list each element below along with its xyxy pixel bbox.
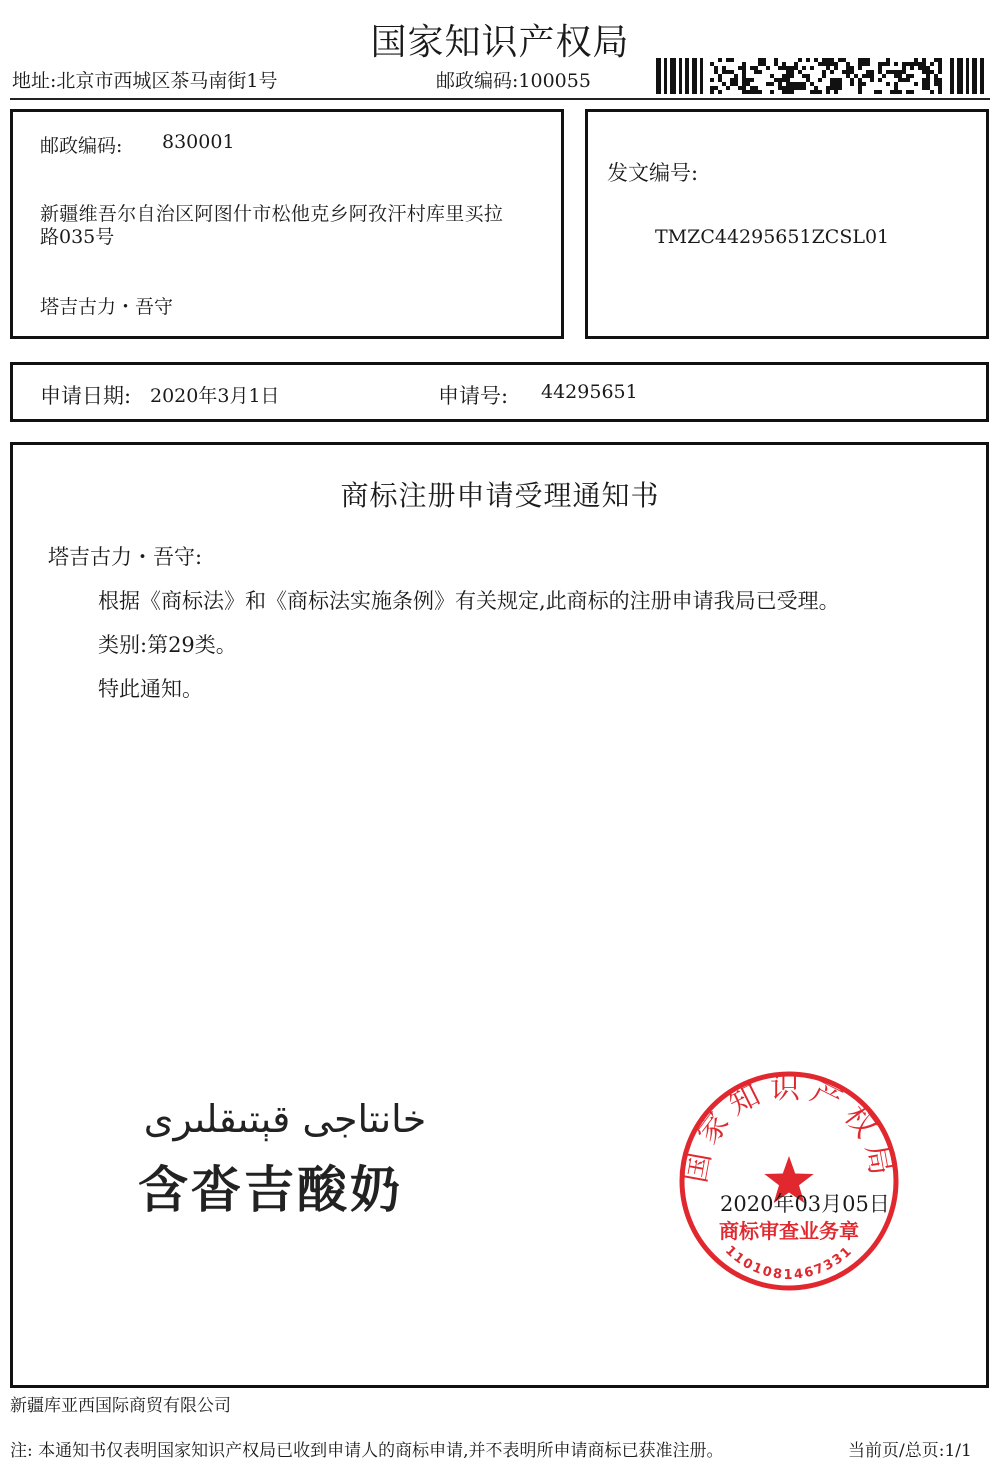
barcode-module xyxy=(718,58,722,62)
barcode-module xyxy=(838,58,842,62)
barcode-module xyxy=(790,86,794,90)
barcode-module xyxy=(822,74,826,78)
barcode-module xyxy=(742,90,746,94)
barcode-module xyxy=(866,58,870,62)
barcode-module xyxy=(774,78,778,82)
barcode-module xyxy=(742,70,746,74)
barcode-module xyxy=(910,66,914,70)
barcode-module xyxy=(894,82,898,86)
barcode-module xyxy=(794,66,798,70)
barcode-module xyxy=(802,82,806,86)
barcode-module xyxy=(742,86,746,90)
seal-bottom-text: 商标审查业务章 xyxy=(719,1219,859,1243)
barcode-module xyxy=(926,86,930,90)
barcode-module xyxy=(778,66,782,70)
barcode-module xyxy=(914,62,918,66)
barcode-module xyxy=(826,58,830,62)
barcode-module xyxy=(782,90,786,94)
barcode-module xyxy=(898,70,902,74)
barcode-module xyxy=(842,58,846,62)
barcode-module xyxy=(822,62,826,66)
barcode-module xyxy=(710,78,714,82)
barcode-module xyxy=(882,62,886,66)
barcode-module xyxy=(934,82,938,86)
barcode-module xyxy=(842,70,846,74)
notice-category: 类别:第29类。 xyxy=(98,633,237,657)
barcode-module xyxy=(930,70,934,74)
barcode-module xyxy=(734,78,738,82)
barcode-module xyxy=(738,66,742,70)
barcode-module xyxy=(858,62,862,66)
barcode-module xyxy=(910,74,914,78)
doc-number-box xyxy=(585,109,989,339)
barcode-module xyxy=(742,74,746,78)
barcode-module xyxy=(894,62,898,66)
barcode-module xyxy=(834,90,838,94)
notice-paragraph: 根据《商标法》和《商标法实施条例》有关规定,此商标的注册申请我局已受理。 xyxy=(98,589,840,613)
barcode-module xyxy=(902,70,906,74)
barcode-module xyxy=(858,86,862,90)
barcode-module xyxy=(926,78,930,82)
barcode-module xyxy=(934,58,938,62)
barcode-module xyxy=(830,62,834,66)
barcode-module xyxy=(922,62,926,66)
barcode-module xyxy=(846,74,850,78)
barcode-module xyxy=(830,86,834,90)
barcode-module xyxy=(850,82,854,86)
barcode-module xyxy=(838,82,842,86)
barcode-module xyxy=(850,66,854,70)
barcode-module xyxy=(886,82,890,86)
barcode-module xyxy=(806,74,810,78)
barcode-module xyxy=(874,90,878,94)
barcode-module xyxy=(862,58,866,62)
barcode-module xyxy=(802,66,806,70)
barcode-module xyxy=(870,78,874,82)
barcode-module xyxy=(930,62,934,66)
barcode-module xyxy=(762,58,766,62)
barcode-module xyxy=(878,66,882,70)
barcode-module xyxy=(886,58,890,62)
barcode-module xyxy=(790,70,794,74)
barcode-module xyxy=(818,62,822,66)
barcode-module xyxy=(786,78,790,82)
barcode-module xyxy=(922,66,926,70)
barcode-module xyxy=(758,90,762,94)
barcode-module xyxy=(938,90,942,94)
barcode-module xyxy=(854,74,858,78)
barcode-module xyxy=(746,82,750,86)
barcode-module xyxy=(870,70,874,74)
barcode-module xyxy=(790,66,794,70)
barcode-module xyxy=(786,74,790,78)
barcode-module xyxy=(914,58,918,62)
barcode-module xyxy=(794,82,798,86)
barcode-module xyxy=(746,90,750,94)
barcode-module xyxy=(734,82,738,86)
barcode-module xyxy=(894,74,898,78)
barcode-module xyxy=(938,66,942,70)
barcode-module xyxy=(774,58,778,62)
barcode-module xyxy=(714,70,718,74)
barcode-module xyxy=(834,78,838,82)
barcode-module xyxy=(850,70,854,74)
barcode-module xyxy=(722,82,726,86)
barcode-module xyxy=(906,74,910,78)
barcode-module xyxy=(754,86,758,90)
barcode-module xyxy=(906,90,910,94)
barcode-module xyxy=(898,78,902,82)
barcode-module xyxy=(870,74,874,78)
barcode-module xyxy=(770,74,774,78)
barcode-module xyxy=(850,78,854,82)
barcode-module xyxy=(802,74,806,78)
barcode-module xyxy=(830,78,834,82)
barcode-module xyxy=(922,86,926,90)
barcode-module xyxy=(922,70,926,74)
barcode-module xyxy=(922,78,926,82)
barcode-module xyxy=(938,62,942,66)
barcode-module xyxy=(782,66,786,70)
barcode-module xyxy=(722,70,726,74)
barcode-module xyxy=(786,90,790,94)
barcode-module xyxy=(922,82,926,86)
barcode-module xyxy=(862,62,866,66)
svg-text:خانتاجى قېتىقلىرى: خانتاجى قېتىقلىرى xyxy=(143,1097,427,1141)
barcode-module xyxy=(858,58,862,62)
barcode-module xyxy=(878,78,882,82)
barcode-module xyxy=(846,70,850,74)
barcode-module xyxy=(806,58,810,62)
barcode-module xyxy=(834,66,838,70)
barcode-module xyxy=(826,86,830,90)
barcode-module xyxy=(898,74,902,78)
barcode-module xyxy=(938,58,942,62)
barcode-module xyxy=(774,62,778,66)
barcode xyxy=(656,58,986,94)
barcode-module xyxy=(794,86,798,90)
barcode-module xyxy=(934,74,938,78)
barcode-module xyxy=(922,58,926,62)
barcode-module xyxy=(798,82,802,86)
barcode-module xyxy=(750,66,754,70)
barcode-module xyxy=(746,78,750,82)
barcode-module xyxy=(866,74,870,78)
barcode-module xyxy=(714,86,718,90)
barcode-module xyxy=(782,62,786,66)
barcode-module xyxy=(930,90,934,94)
barcode-module xyxy=(910,90,914,94)
barcode-module xyxy=(710,62,714,66)
barcode-module xyxy=(834,82,838,86)
notice-closing: 特此通知。 xyxy=(98,677,203,701)
barcode-module xyxy=(890,90,894,94)
issue-date: 2020年03月05日 xyxy=(720,1192,890,1216)
barcode-module xyxy=(866,62,870,66)
barcode-module xyxy=(730,78,734,82)
barcode-module xyxy=(834,62,838,66)
barcode-module xyxy=(878,62,882,66)
barcode-module xyxy=(906,78,910,82)
barcode-module xyxy=(782,86,786,90)
application-number-label: 申请号: xyxy=(438,384,509,408)
barcode-module xyxy=(790,90,794,94)
barcode-module xyxy=(798,58,802,62)
barcode-module xyxy=(866,70,870,74)
barcode-module xyxy=(822,70,826,74)
barcode-module xyxy=(742,62,746,66)
barcode-module xyxy=(718,78,722,82)
barcode-module xyxy=(798,70,802,74)
barcode-module xyxy=(730,58,734,62)
barcode-module xyxy=(714,66,718,70)
official-seal xyxy=(678,1070,900,1292)
barcode-module xyxy=(838,86,842,90)
barcode-module xyxy=(786,82,790,86)
barcode-module xyxy=(862,74,866,78)
barcode-module xyxy=(926,66,930,70)
barcode-module xyxy=(734,74,738,78)
barcode-module xyxy=(786,66,790,70)
barcode-module xyxy=(858,66,862,70)
barcode-module xyxy=(838,78,842,82)
barcode-module xyxy=(790,82,794,86)
notice-title: 商标注册申请受理通知书 xyxy=(340,479,660,512)
barcode-module xyxy=(754,66,758,70)
barcode-module xyxy=(902,62,906,66)
office-title: 国家知识产权局 xyxy=(370,22,630,63)
barcode-module xyxy=(810,66,814,70)
barcode-module xyxy=(886,70,890,74)
barcode-module xyxy=(726,86,730,90)
barcode-module xyxy=(710,86,714,90)
barcode-module xyxy=(798,86,802,90)
barcode-module xyxy=(754,90,758,94)
recipient-postcode-value: 830001 xyxy=(162,131,235,153)
page-indicator: 当前页/总页:1/1 xyxy=(848,1441,972,1461)
barcode-module xyxy=(894,90,898,94)
barcode-module xyxy=(718,74,722,78)
barcode-module xyxy=(726,70,730,74)
barcode-module xyxy=(786,86,790,90)
notice-salutation: 塔吉古力・吾守: xyxy=(48,545,203,569)
barcode-module xyxy=(742,66,746,70)
barcode-module xyxy=(754,70,758,74)
recipient-postcode-label: 邮政编码: xyxy=(40,135,123,157)
barcode-module xyxy=(766,66,770,70)
barcode-module xyxy=(830,70,834,74)
application-date-value: 2020年3月1日 xyxy=(150,385,280,407)
barcode-module xyxy=(822,58,826,62)
agent-name: 新疆库亚西国际商贸有限公司 xyxy=(10,1396,231,1416)
barcode-module xyxy=(938,86,942,90)
barcode-module xyxy=(938,78,942,82)
recipient-name: 塔吉古力・吾守 xyxy=(40,296,174,318)
barcode-module xyxy=(926,70,930,74)
barcode-module xyxy=(762,62,766,66)
barcode-module xyxy=(810,90,814,94)
disclaimer-note: 注: 本通知书仅表明国家知识产权局已收到申请人的商标申请,并不表明所申请商标已获准注册。 xyxy=(10,1441,724,1461)
barcode-module xyxy=(806,78,810,82)
barcode-module xyxy=(826,66,830,70)
barcode-module xyxy=(862,82,866,86)
recipient-address-line2: 路035号 xyxy=(40,226,115,248)
barcode-module xyxy=(926,82,930,86)
barcode-module xyxy=(818,78,822,82)
barcode-module xyxy=(750,78,754,82)
barcode-module xyxy=(782,78,786,82)
barcode-module xyxy=(742,82,746,86)
barcode-module xyxy=(938,70,942,74)
barcode-module xyxy=(726,58,730,62)
seal-serial: 1101081467331 xyxy=(721,1243,857,1283)
application-date-label: 申请日期: xyxy=(40,384,132,408)
header-divider xyxy=(10,98,990,100)
recipient-address-line1: 新疆维吾尔自治区阿图什市松他克乡阿孜汗村库里买拉 xyxy=(40,203,504,225)
office-postcode: 邮政编码:100055 xyxy=(436,70,591,92)
barcode-module xyxy=(718,90,722,94)
barcode-module xyxy=(818,90,822,94)
seal-top-text: 国家知识产权局 xyxy=(678,1071,900,1186)
barcode-module xyxy=(902,78,906,82)
barcode-module xyxy=(794,62,798,66)
barcode-module xyxy=(810,82,814,86)
barcode-module xyxy=(826,90,830,94)
barcode-module xyxy=(894,70,898,74)
barcode-module xyxy=(722,66,726,70)
barcode-module xyxy=(878,90,882,94)
barcode-module xyxy=(814,90,818,94)
barcode-module xyxy=(894,86,898,90)
barcode-module xyxy=(786,70,790,74)
barcode-module xyxy=(770,82,774,86)
barcode-module xyxy=(750,86,754,90)
trademark-uyghur-text xyxy=(140,1092,430,1144)
barcode-module xyxy=(758,58,762,62)
barcode-module xyxy=(758,70,762,74)
barcode-module xyxy=(770,90,774,94)
barcode-module xyxy=(802,86,806,90)
barcode-module xyxy=(906,62,910,66)
barcode-module xyxy=(918,66,922,70)
barcode-module xyxy=(778,86,782,90)
barcode-module xyxy=(858,90,862,94)
barcode-module xyxy=(902,66,906,70)
barcode-module xyxy=(898,90,902,94)
barcode-module xyxy=(882,74,886,78)
barcode-module xyxy=(846,66,850,70)
barcode-module xyxy=(858,82,862,86)
barcode-module xyxy=(766,82,770,86)
barcode-module xyxy=(738,86,742,90)
barcode-module xyxy=(910,62,914,66)
barcode-module xyxy=(878,70,882,74)
barcode-module xyxy=(790,74,794,78)
barcode-module xyxy=(914,82,918,86)
barcode-module xyxy=(830,58,834,62)
barcode-module xyxy=(814,86,818,90)
barcode-module xyxy=(778,78,782,82)
barcode-module xyxy=(782,74,786,78)
barcode-module xyxy=(846,62,850,66)
barcode-module xyxy=(918,62,922,66)
barcode-module xyxy=(830,82,834,86)
doc-number-label: 发文编号: xyxy=(607,161,699,185)
barcode-module xyxy=(730,70,734,74)
barcode-module xyxy=(814,58,818,62)
barcode-module xyxy=(750,90,754,94)
barcode-module xyxy=(778,82,782,86)
barcode-module xyxy=(890,70,894,74)
barcode-module xyxy=(886,62,890,66)
barcode-module xyxy=(938,82,942,86)
barcode-module xyxy=(826,62,830,66)
barcode-module xyxy=(858,78,862,82)
barcode-module xyxy=(834,86,838,90)
barcode-module xyxy=(758,62,762,66)
barcode-module xyxy=(710,90,714,94)
application-number-value: 44295651 xyxy=(541,381,638,403)
barcode-module xyxy=(742,78,746,82)
barcode-module xyxy=(926,74,930,78)
trademark-chinese-text: 含沓吉酸奶 xyxy=(138,1161,403,1219)
barcode-module xyxy=(934,78,938,82)
doc-number-value: TMZC44295651ZCSL01 xyxy=(655,226,890,248)
office-address: 地址:北京市西城区茶马南街1号 xyxy=(12,70,278,92)
barcode-module xyxy=(730,82,734,86)
